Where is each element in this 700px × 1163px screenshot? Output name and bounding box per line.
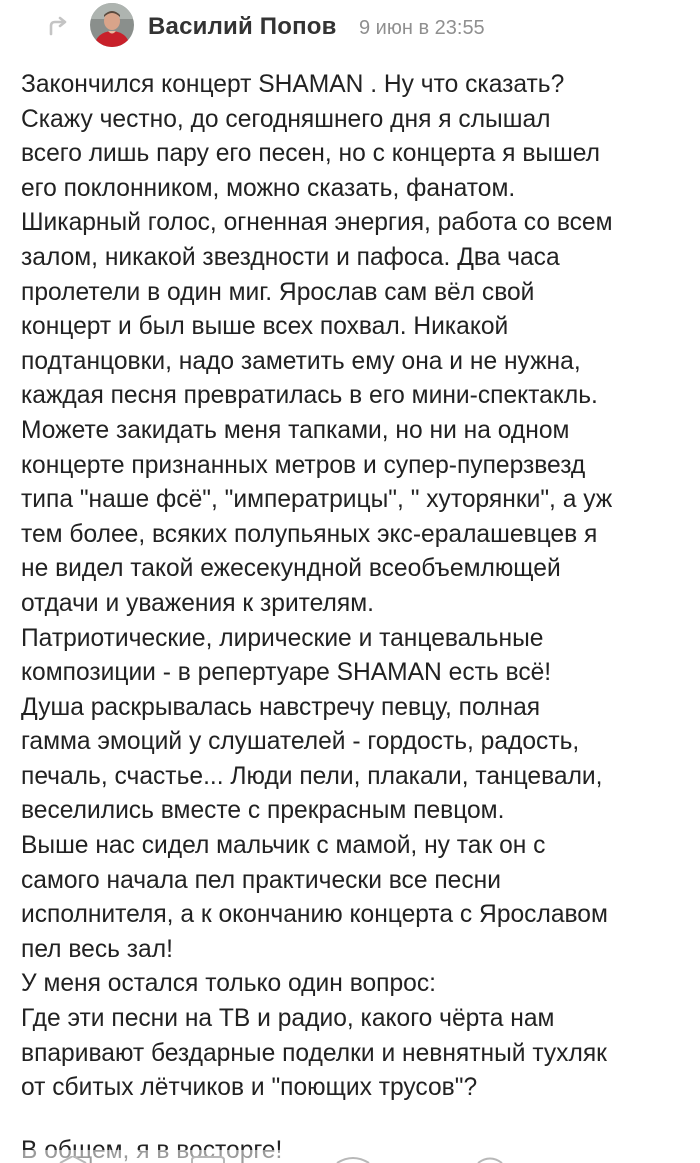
post-text-line: Выше нас сидел мальчик с мамой, ну так он с [21, 832, 546, 860]
user-avatar-photo [90, 3, 134, 47]
post-text-line: Закончился концерт SHAMAN . Ну что сказать? [21, 71, 565, 98]
post-text-line: всего лишь пару его песен, но с концерта я вышел [21, 140, 601, 168]
post-text-line: композиции - в репертуаре SHAMAN есть всё! [21, 659, 552, 687]
post-date[interactable]: 9 июн в 23:55 [359, 17, 485, 39]
post-text-line: гамма эмоций у слушателей - гордость, радость, [21, 728, 580, 756]
post-text-line: Душа раскрывалась навстречу певцу, полная [21, 693, 541, 721]
author-name[interactable]: Василий Попов [148, 13, 337, 40]
post-text-line: исполнителя, а к окончанию концерта с Ярославом [21, 901, 608, 929]
post-text-line: пел весь зал! [21, 935, 173, 963]
views-icon[interactable] [476, 1156, 504, 1163]
post-text-line: Патриотические, лирические и танцевальные [21, 624, 544, 652]
post-text-line: от сбитых лётчиков и "поющих трусов"? [21, 1074, 478, 1102]
post-text-line: Скажу честно, до сегодняшнего дня я слышал [21, 105, 551, 133]
post-text-line: типа "наше фсё", "императрицы", " хуторянки", а уж [21, 486, 613, 514]
post-text-line: Можете закидать меня тапками, но ни на одном [21, 416, 570, 444]
like-icon[interactable] [58, 1156, 88, 1163]
post-text-line: подтанцовки, надо заметить ему она и не нужна, [21, 347, 581, 375]
post-text-line: не видел такой ежесекундной всеобъемлющей [21, 555, 561, 583]
post-text-line: отдачи и уважения к зрителям. [21, 589, 374, 617]
post-text-line: концерт и был выше всех похвал. Никакой [21, 313, 509, 341]
avatar[interactable] [90, 3, 134, 47]
share-icon[interactable] [335, 1156, 371, 1163]
post-text-line: печаль, счастье... Люди пели, плакали, танцевали, [21, 762, 603, 790]
post-header [0, 0, 700, 62]
post-text-line: тем более, всяких полупьяных экс-ералашевцев я [21, 520, 598, 548]
comment-icon[interactable] [190, 1156, 226, 1163]
post-text-line: концерте признанных метров и супер-пуперзвезд [21, 451, 586, 479]
post-text-line: веселились вместе с прекрасным певцом. [21, 797, 505, 825]
post-text-line: каждая песня превратилась в его мини-спектакль. [21, 382, 598, 410]
post-text-line: У меня остался только один вопрос: [21, 970, 436, 998]
post-text-line: Где эти песни на ТВ и радио, какого чёрта нам [21, 1005, 555, 1033]
repost-arrow-icon[interactable] [47, 16, 69, 38]
post-text-line: Шикарный голос, огненная энергия, работа со всем [21, 209, 613, 237]
post-text-line: пролетели в один миг. Ярослав сам вёл свой [21, 278, 535, 306]
post-text-line: залом, никакой звездности и пафоса. Два часа [21, 243, 560, 271]
action-bar [0, 1150, 700, 1163]
post-text-line: впаривают бездарные поделки и невнятный тухляк [21, 1039, 607, 1067]
post-text-line: его поклонником, можно сказать, фанатом. [21, 174, 516, 202]
post-text [21, 68, 693, 1106]
post-text-line: самого начала пел практически все песни [21, 866, 501, 894]
